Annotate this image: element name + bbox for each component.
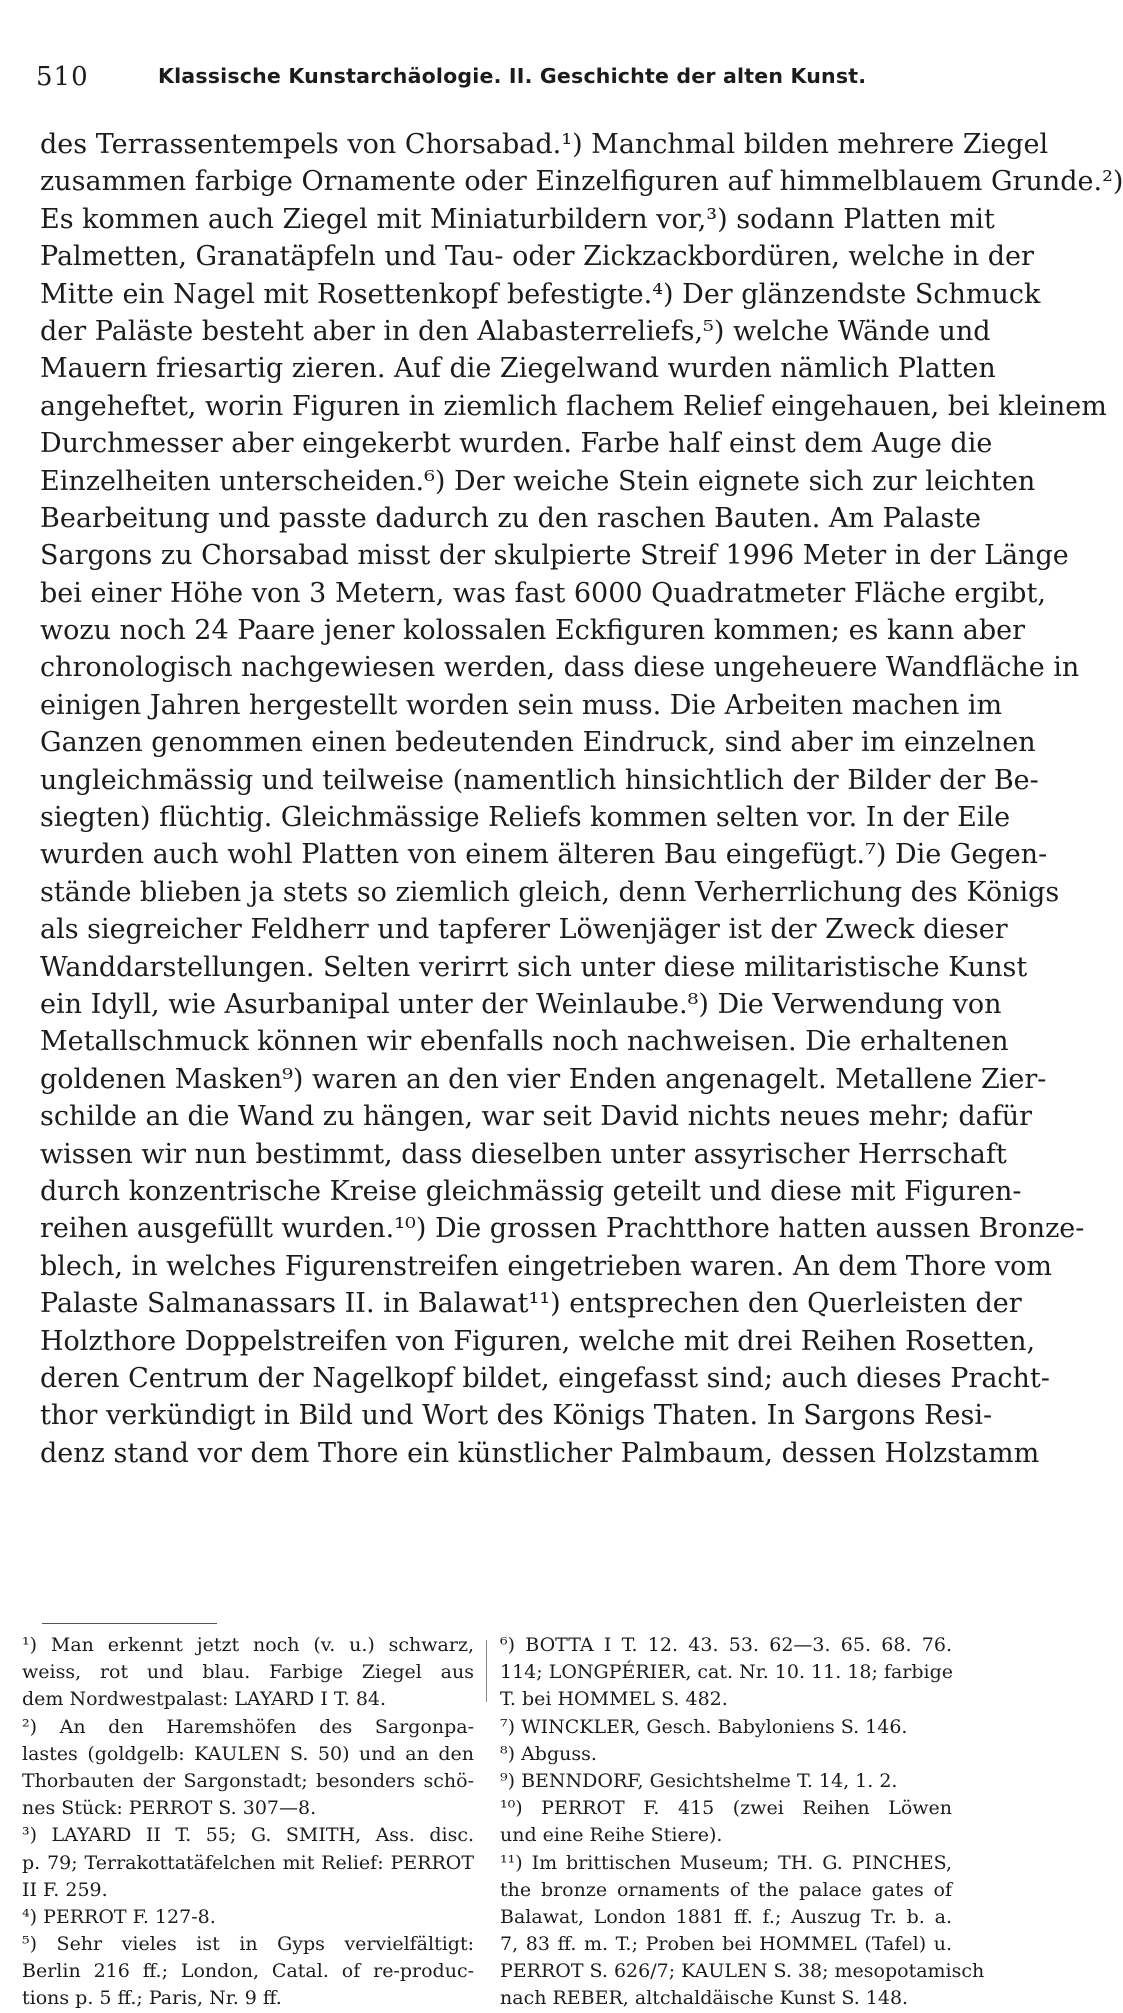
text-line: blech, in welches Figurenstreifen eingetrieben waren. An dem Thore vom [40, 1250, 1052, 1282]
text-line: Durchmesser aber eingekerbt wurden. Farbe half einst dem Auge die [40, 428, 993, 460]
text-line: Mauern friesartig zieren. Auf die Ziegelwand wurden nämlich Platten [40, 353, 996, 385]
footnote-line: ¹¹) Im brittischen Museum; TH. G. PINCHES, [500, 1851, 952, 1874]
footnote-line: ⁵) Sehr vieles ist in Gyps vervielfältigt: [22, 1933, 474, 1956]
text-line: Einzelheiten unterscheiden.⁶) Der weiche Stein eignete sich zur leichten [40, 465, 1036, 497]
footnote-line: ³) LAYARD II T. 55; G. SMITH, Ass. disc. [22, 1824, 474, 1847]
text-line: Bearbeitung und passte dadurch zu den raschen Bauten. Am Palaste [40, 502, 982, 534]
footnote-line: Berlin 216 ff.; London, Catal. of re-produc- [22, 1960, 474, 1983]
footnote-line: ⁶) BOTTA I T. 12. 43. 53. 62—3. 65. 68. 76. [500, 1634, 952, 1656]
footnote-line: tions p. 5 ff.; Paris, Nr. 9 ff. [22, 1987, 282, 2010]
text-line: einigen Jahren hergestellt worden sein muss. Die Arbeiten machen im [40, 689, 1003, 721]
footnote-line: the bronze ornaments of the palace gates of [500, 1878, 952, 1901]
text-line: wissen wir nun bestimmt, dass dieselben unter assyrischer Herrschaft [40, 1138, 1007, 1170]
footnote-separator [42, 1623, 217, 1624]
text-line: bei einer Höhe von 3 Metern, was fast 6000 Quadratmeter Fläche ergibt, [40, 577, 1046, 609]
footnote-line: II F. 259. [22, 1878, 108, 1901]
text-line: ein Idyll, wie Asurbanipal unter der Weinlaube.⁸) Die Verwendung von [40, 988, 1002, 1020]
footnote-line: 7, 83 ff. m. T.; Proben bei HOMMEL (Tafel) u. [500, 1933, 952, 1956]
running-title: Klassische Kunstarchäologie. II. Geschichte der alten Kunst. [158, 64, 867, 88]
text-line: Metallschmuck können wir ebenfalls noch nachweisen. Die erhaltenen [40, 1026, 1009, 1058]
text-line: ungleichmässig und teilweise (namentlich hinsichtlich der Bilder der Be- [40, 764, 1039, 796]
text-line: deren Centrum der Nagelkopf bildet, eingefasst sind; auch dieses Pracht- [40, 1362, 1050, 1394]
footnote-line: und eine Reihe Stiere). [500, 1824, 723, 1847]
text-line: Wanddarstellungen. Selten verirrt sich unter diese militaristische Kunst [40, 951, 1028, 983]
text-line: der Paläste besteht aber in den Alabasterreliefs,⁵) welche Wände und [40, 315, 991, 347]
footnote-column-divider [486, 1640, 487, 1702]
text-line: Sargons zu Chorsabad misst der skulpierte Streif 1996 Meter in der Länge [40, 540, 1069, 572]
body-text [40, 126, 1123, 1472]
footnote-line: ²) An den Haremshöfen des Sargonpa- [22, 1715, 474, 1738]
page-number: 510 [36, 62, 89, 92]
text-line: siegten) flüchtig. Gleichmässige Reliefs kommen selten vor. In der Eile [40, 802, 1011, 834]
text-line: des Terrassentempels von Chorsabad.¹) Manchmal bilden mehrere Ziegel [40, 129, 1049, 160]
footnote-line: ⁴) PERROT F. 127-8. [22, 1905, 216, 1928]
footnote-line: ¹⁰) PERROT F. 415 (zwei Reihen Löwen [500, 1797, 952, 1820]
text-line: Palaste Salmanassars II. in Balawat¹¹) entsprechen den Querleisten der [40, 1288, 1022, 1320]
footnote-line: Thorbauten der Sargonstadt; besonders schö- [22, 1769, 474, 1792]
text-line: stände blieben ja stets so ziemlich gleich, denn Verherrlichung des Königs [40, 876, 1060, 908]
text-line: Es kommen auch Ziegel mit Miniaturbildern vor,³) sodann Platten mit [40, 203, 995, 235]
text-line: chronologisch nachgewiesen werden, dass diese ungeheuere Wandfläche in [40, 652, 1080, 684]
footnote-line: ¹) Man erkennt jetzt noch (v. u.) schwarz, [22, 1634, 474, 1656]
text-line: wozu noch 24 Paare jener kolossalen Eckfiguren kommen; es kann aber [40, 615, 1026, 647]
footnote-line: ⁷) WINCKLER, Gesch. Babyloniens S. 146. [500, 1715, 908, 1738]
text-line: zusammen farbige Ornamente oder Einzelfiguren auf himmelblauem Grunde.²) [40, 166, 1123, 198]
text-line: durch konzentrische Kreise gleichmässig geteilt und diese mit Figuren- [40, 1175, 1022, 1207]
footnote-line: weiss, rot und blau. Farbige Ziegel aus [22, 1661, 474, 1684]
footnote-line: p. 79; Terrakottatäfelchen mit Relief: PERROT [22, 1851, 474, 1874]
footnote-line: dem Nordwestpalast: LAYARD I T. 84. [22, 1688, 387, 1711]
footnotes-right-column [500, 1632, 985, 2013]
footnote-line: PERROT S. 626/7; KAULEN S. 38; mesopotamisch [500, 1960, 985, 1983]
text-line: reihen ausgefüllt wurden.¹⁰) Die grossen Prachtthore hatten aussen Bronze- [40, 1213, 1085, 1245]
text-line: Holzthore Doppelstreifen von Figuren, welche mit drei Reihen Rosetten, [40, 1325, 1036, 1357]
page-header [36, 62, 966, 102]
text-line: schilde an die Wand zu hängen, war seit David nichts neues mehr; dafür [40, 1101, 1032, 1133]
footnote-line: nes Stück: PERROT S. 307—8. [22, 1797, 317, 1820]
text-line: Palmetten, Granatäpfeln und Tau- oder Zickzackbordüren, welche in der [40, 241, 1034, 273]
text-line: als siegreicher Feldherr und tapferer Löwenjäger ist der Zweck dieser [40, 914, 1008, 946]
footnote-line: nach REBER, altchaldäische Kunst S. 148. [500, 1987, 909, 2010]
text-line: thor verkündigt in Bild und Wort des Königs Thaten. In Sargons Resi- [40, 1400, 993, 1432]
footnote-line: lastes (goldgelb: KAULEN S. 50) und an den [22, 1742, 474, 1765]
text-line: angeheftet, worin Figuren in ziemlich flachem Relief eingehauen, bei kleinem [40, 390, 1107, 422]
footnote-line: Balawat, London 1881 ff. f.; Auszug Tr. b. a. [500, 1905, 952, 1928]
text-line: Mitte ein Nagel mit Rosettenkopf befestigte.⁴) Der glänzendste Schmuck [40, 278, 1041, 310]
footnote-line: ⁹) BENNDORF, Gesichtshelme T. 14, 1. 2. [500, 1769, 898, 1792]
text-line: goldenen Masken⁹) waren an den vier Enden angenagelt. Metallene Zier- [40, 1063, 1047, 1095]
text-line: denz stand vor dem Thore ein künstlicher Palmbaum, dessen Holzstamm [40, 1437, 1040, 1469]
text-line: wurden auch wohl Platten von einem älteren Bau eingefügt.⁷) Die Gegen- [40, 839, 1048, 871]
footnotes-left-column [22, 1632, 474, 2013]
footnote-line: 114; LONGPÉRIER, cat. Nr. 10. 11. 18; farbige [500, 1661, 954, 1684]
text-line: Ganzen genommen einen bedeutenden Eindruck, sind aber im einzelnen [40, 727, 1036, 759]
footnote-line: T. bei HOMMEL S. 482. [500, 1688, 728, 1711]
footnote-line: ⁸) Abguss. [500, 1742, 597, 1765]
